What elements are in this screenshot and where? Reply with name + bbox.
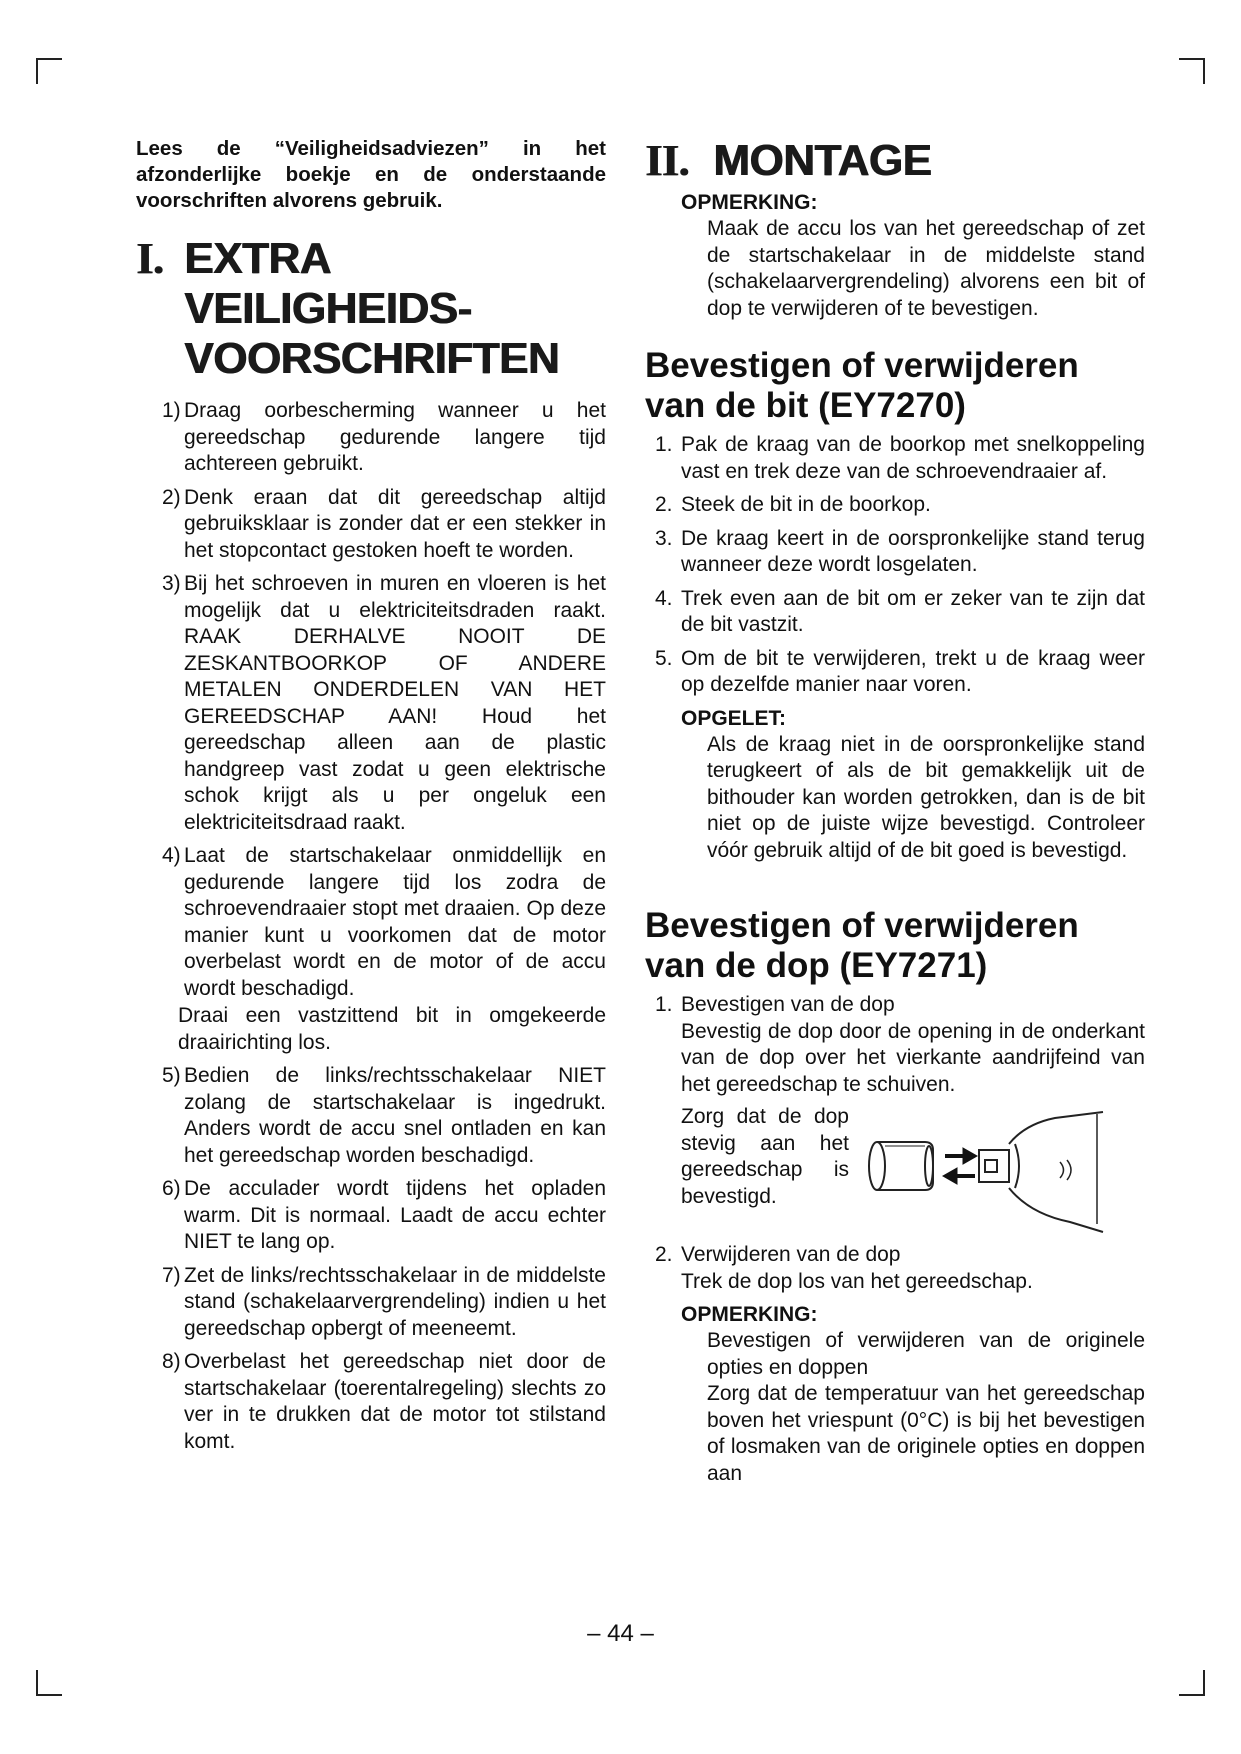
crop-mark-bottom-left [36, 1670, 62, 1696]
section-title-safety [136, 234, 606, 384]
list-item: 1. Pak de kraag van de boorkop met snelkoppeling vast en trek deze van de schroevendraaier af. [655, 433, 1145, 483]
left-column [136, 136, 606, 1462]
list-item: 4) Laat de startschakelaar onmiddellijk en gedurende langere tijd los zodra de schroevendraaier stopt met draaien. Op deze manier kunt u voorkomen dat de motor overbelast wordt en de motor of de accu wordt beschadigd. [162, 844, 606, 1000]
list-item: 8) Overbelast het gereedschap niet door de startschakelaar (toerentalregeling) slechts zo ver in te drukken dat de motor tot stilstand komt. [162, 1350, 606, 1453]
note-label: OPMERKING: [681, 1303, 818, 1326]
list-item: 7) Zet de links/rechtsschakelaar in de middelste stand (schakelaarvergrendeling) indien u het gereedschap opbergt of meeneemt. [162, 1263, 606, 1340]
socket-figure-row [681, 1104, 1145, 1234]
list-item: 1) Draag oorbescherming wanneer u het gereedschap gedurende langere tijd achtereen gebruikt. [162, 399, 606, 475]
step-text: Bevestig de dop door de opening in de onderkant van de dop over het vierkante aandrijfeind van het gereedschap te schuiven. [681, 1019, 1145, 1096]
list-item: 1. Bevestigen van de dop Bevestig de dop door de opening in de onderkant van de dop over het vierkante aandrijfeind van het gereedschap te schuiven. [655, 993, 1145, 1096]
note-text: Maak de accu los van het gereedschap of zet de startschakelaar in de middelste stand (schakelaarvergrendeling) alvorens een bit of dop te verwijderen of te bevestigen. [707, 217, 1145, 320]
section-title-text: EXTRA VEILIGHEIDS- VOORSCHRIFTEN [184, 234, 559, 383]
crop-mark-top-right [1179, 58, 1205, 84]
socket-attach-illustration [855, 1104, 1105, 1234]
section-number: II. [645, 136, 689, 185]
intro-text: Lees de “Veiligheidsadviezen” in het afzonderlijke boekje en de onderstaande voorschriften alvorens gebruik. [136, 137, 606, 212]
item4-extra-text: Draai een vastzittend bit in omgekeerde draairichting los. [178, 1004, 606, 1054]
step-text: Trek de dop los van het gereedschap. [681, 1269, 1033, 1293]
list-item: 6) De acculader wordt tijdens het opladen warm. Dit is normaal. Laadt de accu echter NIET te lang op. [162, 1177, 606, 1253]
list-item: 5) Bedien de links/rechtsschakelaar NIET zolang de startschakelaar is ingedrukt. Anders wordt de accu snel ontladen en kan het gereedschap worden beschadigd. [162, 1064, 606, 1167]
list-item: 4. Trek even aan de bit om er zeker van te zijn dat de bit vastzit. [655, 586, 1145, 636]
safety-list-continued [136, 1063, 606, 1455]
figure-caption: Zorg dat de dop stevig aan het gereedschap is bevestigd. [681, 1105, 849, 1208]
arrows-icon [943, 1148, 977, 1184]
caution-label: OPGELET: [681, 706, 787, 730]
bit-steps [645, 432, 1145, 699]
step-title: Bevestigen van de dop [681, 993, 895, 1016]
socket-shape [869, 1142, 933, 1190]
section-title-text: MONTAGE [713, 136, 932, 185]
page-number: – 44 – [587, 1620, 654, 1647]
safety-list [136, 398, 606, 1002]
heading-bit: Bevestigen of verwijderen van de bit (EY7270) [645, 346, 1079, 425]
crop-mark-bottom-right [1179, 1670, 1205, 1696]
list-item: 2) Denk eraan dat dit gereedschap altijd gebruiksklaar is zonder dat er een stekker in het stopcontact gestoken hoeft te worden. [162, 485, 606, 562]
heading-socket: Bevestigen of verwijderen van de dop (EY7271) [645, 906, 1079, 985]
list-item: 2. Steek de bit in de boorkop. [655, 493, 931, 516]
note-label: OPMERKING: [681, 191, 818, 214]
right-column [645, 136, 1145, 1487]
step-title: Verwijderen van de dop [681, 1243, 901, 1266]
section-title-montage [645, 136, 1145, 186]
list-item: 5. Om de bit te verwijderen, trekt u de kraag weer op dezelfde manier naar voren. [655, 646, 1145, 696]
section-number: I. [136, 234, 164, 283]
crop-mark-top-left [36, 58, 62, 84]
list-item: 2. Verwijderen van de dop Trek de dop los van het gereedschap. [655, 1243, 1033, 1293]
list-item: 3) Bij het schroeven in muren en vloeren is het mogelijk dat u elektriciteitsdraden raakt. RAAK DERHALVE NOOIT DE ZESKANTBOORKOP OF ANDERE METALEN ONDERDELEN VAN HET GEREEDSCHAP AAN! Houd het gereedschap alleen aan de plastic handgreep vast zodat u geen elektrische schok krijgt als u per ongeluk een elektriciteitsdraad raakt. [162, 572, 606, 834]
note-text-1: Bevestigen of verwijderen van de originele opties en doppen [707, 1329, 1145, 1379]
socket-steps-continued [645, 1242, 1145, 1295]
tool-shape [979, 1112, 1103, 1232]
note-text-2: Zorg dat de temperatuur van het gereedschap boven het vriespunt (0°C) is bij het bevestigen of losmaken van de originele opties en doppen aan [707, 1382, 1145, 1485]
caution-text: Als de kraag niet in de oorspronkelijke stand terugkeert of als de bit gemakkelijk uit de bithouder kan worden getrokken, dan is de bit niet op de juiste wijze bevestigd. Controleer vóór gebruik altijd of de bit goed is bevestigd. [707, 732, 1145, 862]
list-item: 3. De kraag keert in de oorspronkelijke stand terug wanneer deze wordt losgelaten. [655, 526, 1145, 576]
socket-steps [645, 992, 1145, 1098]
